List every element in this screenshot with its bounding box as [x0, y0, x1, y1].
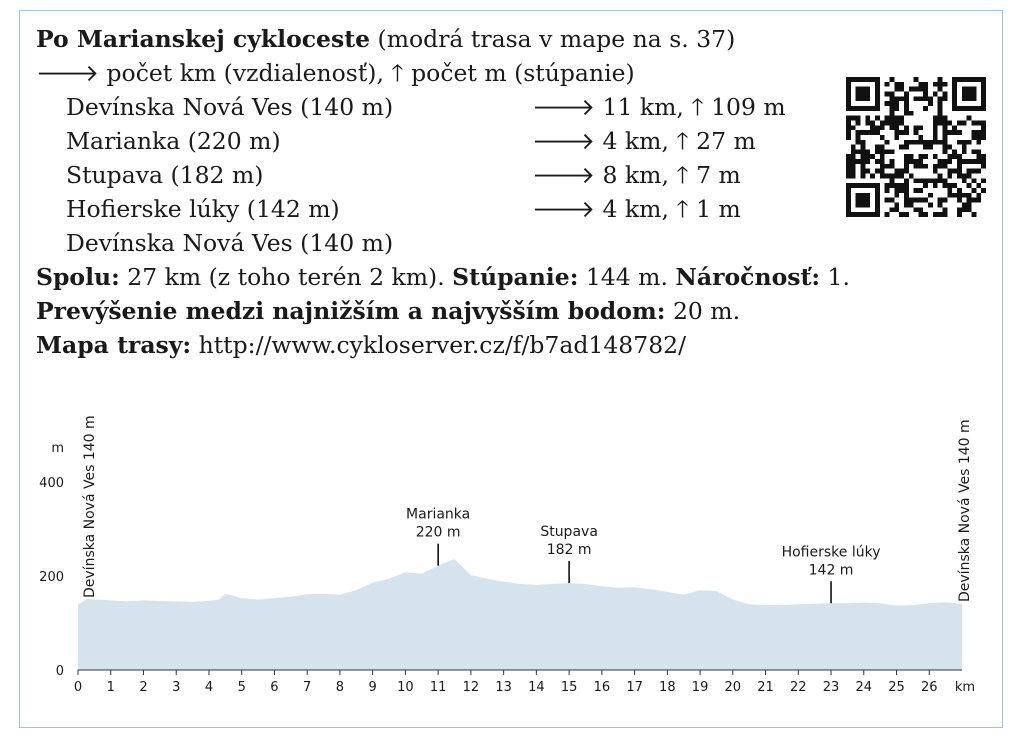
arrow-up-icon: 🡑	[391, 59, 404, 87]
leg-climb: 7 m	[696, 161, 741, 189]
leg-climb: 109 m	[711, 93, 786, 121]
x-tick-label: 2	[139, 680, 148, 695]
elevation-diff-line	[36, 296, 740, 326]
x-tick-label: 21	[757, 680, 774, 695]
leg-info	[532, 92, 786, 122]
x-axis-label: km	[954, 680, 976, 695]
legend-distance-text: počet km (vzdialenosť),	[106, 59, 384, 87]
x-tick-label: 1	[106, 680, 115, 695]
end-label: Devínska Nová Ves 140 m	[957, 419, 973, 602]
annotation-value: 182 m	[546, 542, 592, 559]
map-url-link[interactable]: http://www.cykloserver.cz/f/b7ad148782/	[198, 331, 687, 359]
elevation-diff-value: 20 m.	[672, 297, 741, 325]
x-tick-label: 5	[237, 680, 246, 695]
x-tick-label: 15	[560, 680, 578, 695]
x-tick-label: 18	[659, 680, 676, 695]
x-tick-label: 10	[397, 680, 414, 695]
map-label: Mapa trasy:	[36, 331, 192, 359]
difficulty-value: 1.	[827, 263, 850, 291]
y-tick-label: 400	[39, 476, 64, 491]
leg-km: 4 km,	[602, 127, 669, 155]
x-tick-label: 26	[920, 680, 938, 695]
arrow-right-icon: 🡒	[36, 59, 100, 87]
x-tick-label: 22	[790, 680, 807, 695]
elevation-profile-chart	[0, 380, 1024, 710]
climb-value: 144 m.	[585, 263, 668, 291]
arrow-up-icon: 🡑	[676, 127, 689, 155]
x-tick-label: 3	[172, 680, 181, 695]
difficulty-label: Náročnosť:	[675, 263, 821, 291]
total-value: 27 km (z toho terén 2 km).	[127, 263, 445, 291]
stop-name: Marianka (220 m)	[66, 127, 281, 155]
x-tick-label: 4	[204, 680, 214, 695]
x-tick-label: 25	[888, 680, 905, 695]
x-tick-label: 24	[855, 680, 873, 695]
x-tick-label: 19	[691, 680, 709, 695]
arrow-right-icon: 🡒	[532, 161, 596, 189]
arrow-right-icon: 🡒	[532, 195, 596, 223]
y-tick-label: 200	[39, 570, 64, 585]
annotation-name: Stupava	[540, 524, 598, 541]
x-tick-label: 13	[495, 680, 512, 695]
arrow-up-icon: 🡑	[676, 161, 689, 189]
stop-name: Devínska Nová Ves (140 m)	[66, 93, 394, 121]
totals-line	[36, 262, 850, 292]
arrow-up-icon: 🡑	[691, 93, 704, 121]
arrow-up-icon: 🡑	[676, 195, 689, 223]
x-tick-label: 20	[724, 680, 742, 695]
stop-name: Stupava (182 m)	[66, 161, 264, 189]
leg-info	[532, 194, 741, 224]
legend-climb-text: počet m (stúpanie)	[411, 59, 635, 87]
legend-line	[36, 58, 635, 88]
y-tick-label: 0	[55, 664, 64, 679]
x-tick-label: 9	[368, 680, 377, 695]
annotation-name: Hofierske lúky	[781, 544, 881, 561]
annotation-name: Marianka	[406, 506, 471, 523]
leg-info	[532, 126, 756, 156]
total-label: Spolu:	[36, 263, 120, 291]
route-subtitle: (modrá trasa v mape na s. 37)	[377, 25, 736, 53]
leg-climb: 27 m	[696, 127, 756, 155]
x-tick-label: 12	[462, 680, 480, 695]
x-tick-label: 17	[626, 680, 643, 695]
y-axis-label: m	[51, 440, 64, 456]
x-tick-label: 23	[822, 680, 840, 695]
qr-code-icon	[846, 77, 986, 217]
climb-label: Stúpanie:	[452, 263, 579, 291]
x-tick-label: 0	[73, 680, 83, 695]
annotation-value: 220 m	[415, 524, 461, 541]
x-tick-label: 7	[303, 680, 312, 695]
arrow-right-icon: 🡒	[532, 127, 596, 155]
leg-km: 11 km,	[602, 93, 684, 121]
route-title: Po Marianskej cykloceste	[36, 25, 371, 53]
x-tick-label: 6	[270, 680, 279, 695]
start-label: Devínska Nová Ves 140 m	[82, 415, 98, 598]
leg-info	[532, 160, 741, 190]
x-tick-label: 8	[335, 680, 345, 695]
leg-km: 8 km,	[602, 161, 669, 189]
annotation-value: 142 m	[808, 562, 854, 579]
map-line	[36, 330, 686, 360]
route-title-line	[36, 24, 735, 54]
stop-name: Hofierske lúky (142 m)	[66, 195, 340, 223]
x-tick-label: 14	[528, 680, 545, 695]
x-tick-label: 16	[593, 680, 611, 695]
x-tick-label: 11	[429, 680, 447, 695]
arrow-right-icon: 🡒	[532, 93, 596, 121]
stop-name: Devínska Nová Ves (140 m)	[66, 229, 394, 257]
elevation-diff-label: Prevýšenie medzi najnižším a najvyšším bodom:	[36, 297, 666, 325]
leg-climb: 1 m	[696, 195, 741, 223]
leg-km: 4 km,	[602, 195, 669, 223]
